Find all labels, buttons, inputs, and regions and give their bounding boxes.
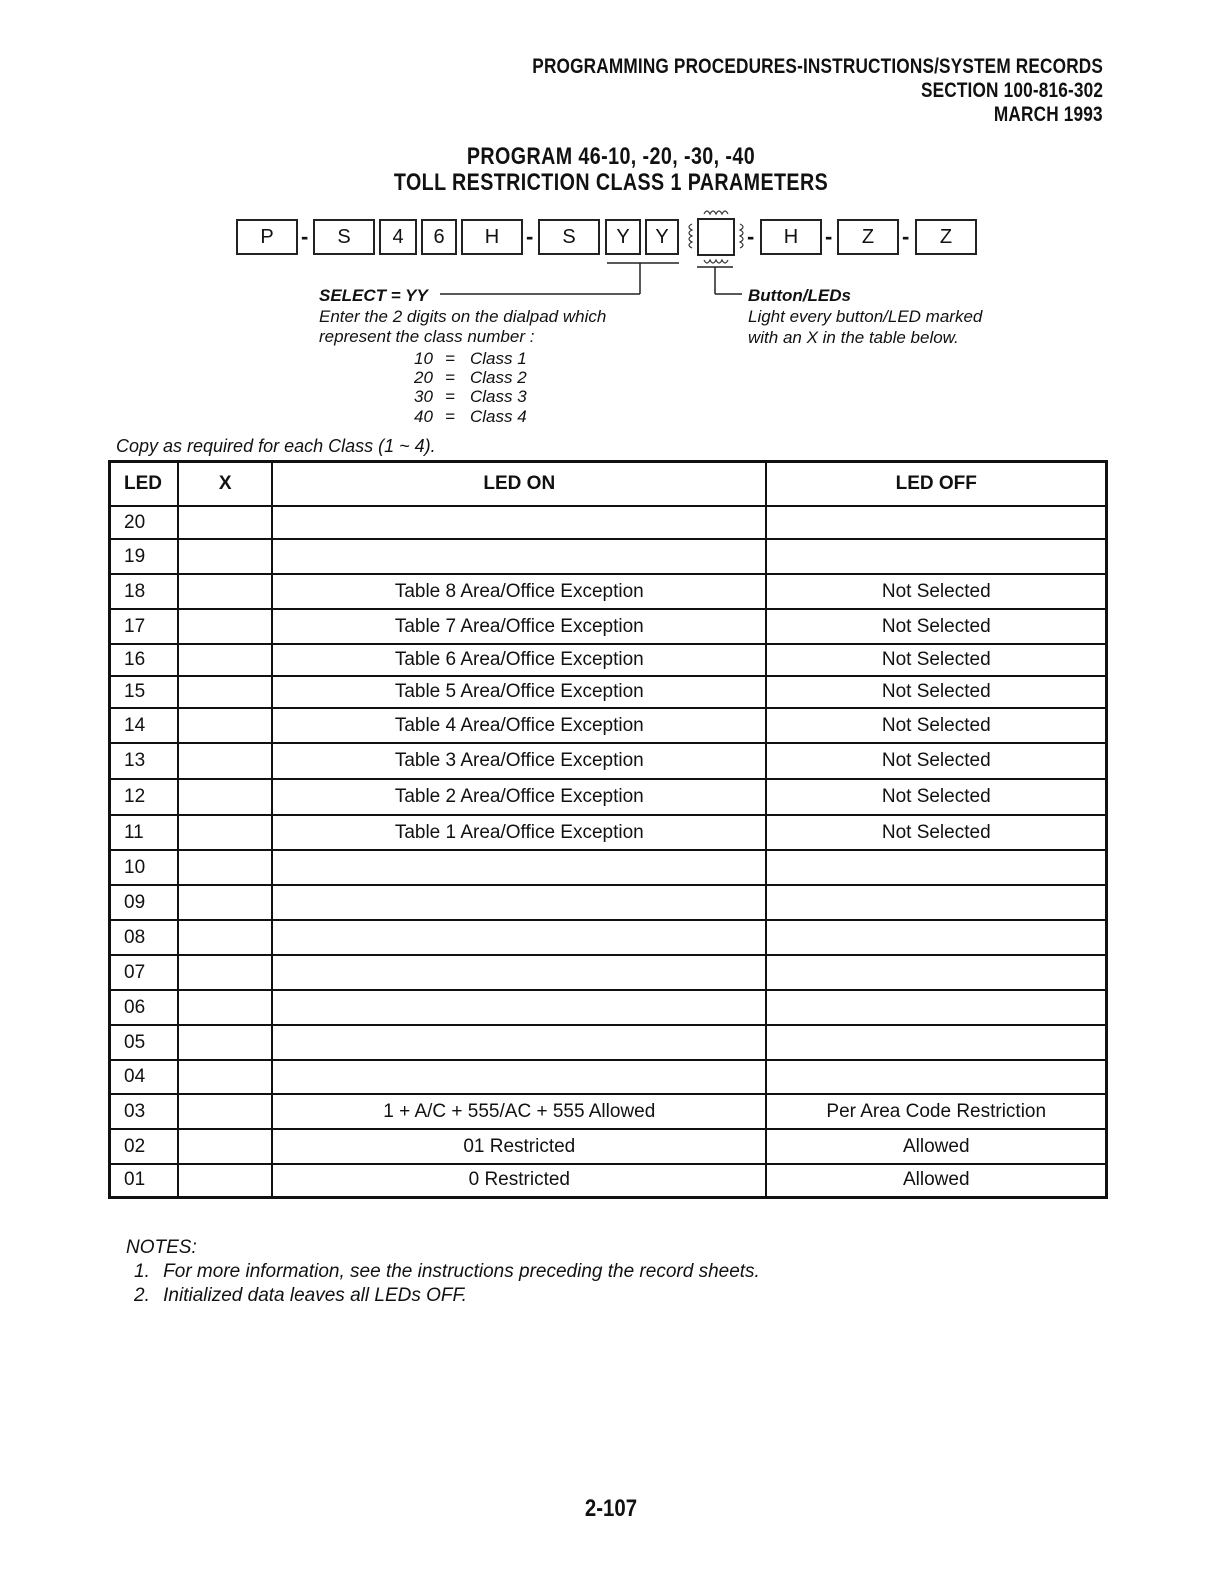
table-row: [110, 644, 1107, 676]
table-row: [110, 1025, 1107, 1060]
led-off-cell: Not Selected: [766, 779, 1106, 815]
button-leds-label: Button/LEDs: [748, 286, 851, 305]
led-off-cell: [766, 990, 1106, 1025]
dash-2: -: [526, 224, 534, 249]
x-cell: [178, 743, 272, 779]
led-off-cell: [766, 506, 1106, 539]
led-cell: 20: [110, 506, 179, 539]
led-on-cell: [272, 1025, 766, 1060]
x-cell: [178, 676, 272, 708]
led-on-cell: 0 Restricted: [272, 1164, 766, 1197]
led-cell: 19: [110, 539, 179, 574]
x-cell: [178, 990, 272, 1025]
key-box-z1: Z: [837, 219, 899, 255]
class-eq: =: [445, 349, 455, 368]
led-off-cell: Not Selected: [766, 609, 1106, 644]
table-row: [110, 885, 1107, 920]
class-code: 30: [414, 387, 433, 406]
led-cell: 05: [110, 1025, 179, 1060]
key-box-h2: H: [760, 219, 822, 255]
dash-3: -: [747, 224, 755, 249]
dash-4: -: [825, 224, 833, 249]
led-on-cell: Table 2 Area/Office Exception: [272, 779, 766, 815]
table-row: [110, 676, 1107, 708]
led-cell: 06: [110, 990, 179, 1025]
led-off-cell: Per Area Code Restriction: [766, 1094, 1106, 1129]
led-off-cell: Not Selected: [766, 676, 1106, 708]
key-box-s2: S: [538, 219, 600, 255]
key-box-6: 6: [421, 219, 457, 255]
callout-lines: [0, 0, 1222, 320]
led-on-cell: Table 1 Area/Office Exception: [272, 815, 766, 850]
class-name: Class 4: [470, 407, 527, 426]
led-cell: 13: [110, 743, 179, 779]
x-cell: [178, 779, 272, 815]
note-number: 1.: [134, 1261, 150, 1282]
led-cell: 10: [110, 850, 179, 885]
note-item: [126, 1284, 760, 1308]
led-off-cell: Not Selected: [766, 644, 1106, 676]
class-name: Class 2: [470, 368, 527, 387]
table-row: [110, 815, 1107, 850]
x-cell: [178, 644, 272, 676]
led-on-cell: Table 8 Area/Office Exception: [272, 574, 766, 609]
table-row: [110, 850, 1107, 885]
led-cell: 11: [110, 815, 179, 850]
class-code: 20: [414, 368, 433, 387]
table-row: [110, 990, 1107, 1025]
led-on-cell: Table 4 Area/Office Exception: [272, 708, 766, 743]
key-box-y1: Y: [605, 219, 641, 255]
class-eq: =: [445, 368, 455, 387]
led-on-cell: 01 Restricted: [272, 1129, 766, 1164]
key-box-y2: Y: [645, 219, 679, 255]
note-text: For more information, see the instructions preceding the record sheets.: [163, 1261, 760, 1282]
table-row: [110, 779, 1107, 815]
led-on-cell: [272, 920, 766, 955]
x-cell: [178, 539, 272, 574]
table-row: [110, 920, 1107, 955]
col-header-led-on: LED ON: [272, 462, 766, 507]
led-off-cell: Allowed: [766, 1129, 1106, 1164]
x-cell: [178, 1060, 272, 1094]
table-row: [110, 506, 1107, 539]
x-cell: [178, 1094, 272, 1129]
key-box-h: H: [461, 219, 523, 255]
key-box-p: P: [236, 219, 298, 255]
led-cell: 14: [110, 708, 179, 743]
led-off-cell: [766, 885, 1106, 920]
class-code: 40: [414, 407, 433, 426]
class-eq: =: [445, 387, 455, 406]
led-off-cell: [766, 920, 1106, 955]
led-off-cell: [766, 955, 1106, 990]
x-cell: [178, 885, 272, 920]
key-box-z2: Z: [915, 219, 977, 255]
led-cell: 18: [110, 574, 179, 609]
select-desc-1: Enter the 2 digits on the dialpad which: [319, 307, 607, 326]
section-header-line2: SECTION 100-816-302: [920, 79, 1103, 102]
copy-note: Copy as required for each Class (1 ~ 4).: [116, 436, 436, 456]
led-on-cell: [272, 955, 766, 990]
table-row: [110, 955, 1107, 990]
note-text: Initialized data leaves all LEDs OFF.: [163, 1285, 467, 1306]
x-cell: [178, 815, 272, 850]
x-cell: [178, 609, 272, 644]
led-on-cell: [272, 850, 766, 885]
led-cell: 16: [110, 644, 179, 676]
x-cell: [178, 1025, 272, 1060]
class-name: Class 3: [470, 387, 527, 406]
program-subtitle: TOLL RESTRICTION CLASS 1 PARAMETERS: [393, 169, 829, 196]
table-row: [110, 609, 1107, 644]
led-off-cell: [766, 1025, 1106, 1060]
x-cell: [178, 574, 272, 609]
note-number: 2.: [134, 1285, 150, 1306]
col-header-led-off: LED OFF: [766, 462, 1106, 507]
led-on-cell: 1 + A/C + 555/AC + 555 Allowed: [272, 1094, 766, 1129]
col-header-x: X: [178, 462, 272, 507]
led-off-cell: [766, 850, 1106, 885]
led-on-cell: [272, 1060, 766, 1094]
note-item: [126, 1260, 760, 1284]
led-cell: 07: [110, 955, 179, 990]
key-box-4: 4: [379, 219, 417, 255]
led-off-cell: [766, 1060, 1106, 1094]
led-cell: 17: [110, 609, 179, 644]
table-row: [110, 743, 1107, 779]
class-name: Class 1: [470, 349, 527, 368]
class-code: 10: [414, 349, 433, 368]
led-off-cell: Allowed: [766, 1164, 1106, 1197]
dash-5: -: [902, 224, 910, 249]
notes-label: NOTES:: [126, 1237, 197, 1258]
button-leds-desc-1: Light every button/LED marked: [748, 307, 983, 326]
led-on-cell: [272, 539, 766, 574]
class-eq: =: [445, 407, 455, 426]
led-on-cell: Table 5 Area/Office Exception: [272, 676, 766, 708]
led-on-cell: Table 6 Area/Office Exception: [272, 644, 766, 676]
table-row: [110, 1094, 1107, 1129]
led-on-cell: Table 7 Area/Office Exception: [272, 609, 766, 644]
led-cell: 01: [110, 1164, 179, 1197]
led-off-cell: Not Selected: [766, 815, 1106, 850]
button-leds-desc-2: with an X in the table below.: [748, 328, 959, 347]
led-off-cell: [766, 539, 1106, 574]
x-cell: [178, 1129, 272, 1164]
led-cell: 09: [110, 885, 179, 920]
led-cell: 03: [110, 1094, 179, 1129]
led-off-cell: Not Selected: [766, 574, 1106, 609]
led-cell: 02: [110, 1129, 179, 1164]
table-row: [110, 1129, 1107, 1164]
led-cell: 15: [110, 676, 179, 708]
led-on-cell: [272, 506, 766, 539]
table-row: [110, 708, 1107, 743]
x-cell: [178, 506, 272, 539]
led-cell: 04: [110, 1060, 179, 1094]
program-title: PROGRAM 46-10, -20, -30, -40: [466, 143, 756, 170]
page-number: 2-107: [584, 1495, 638, 1522]
table-row: [110, 1060, 1107, 1094]
section-header-line3: MARCH 1993: [994, 103, 1103, 126]
led-on-cell: Table 3 Area/Office Exception: [272, 743, 766, 779]
table-header-row: [110, 462, 1107, 507]
table-row: [110, 539, 1107, 574]
x-cell: [178, 850, 272, 885]
x-cell: [178, 1164, 272, 1197]
select-label: SELECT = YY: [319, 286, 428, 305]
led-table: [108, 460, 1108, 1199]
x-cell: [178, 708, 272, 743]
led-cell: 12: [110, 779, 179, 815]
led-cell: 08: [110, 920, 179, 955]
led-on-cell: [272, 885, 766, 920]
table-row: [110, 1164, 1107, 1197]
table-row: [110, 574, 1107, 609]
led-off-cell: Not Selected: [766, 708, 1106, 743]
notes: [126, 1236, 760, 1308]
section-header-line1: PROGRAMMING PROCEDURES-INSTRUCTIONS/SYSTEM RECORDS: [532, 55, 1103, 78]
dash-1: -: [301, 224, 309, 249]
x-cell: [178, 955, 272, 990]
led-on-cell: [272, 990, 766, 1025]
x-cell: [178, 920, 272, 955]
key-box-s: S: [313, 219, 375, 255]
led-off-cell: Not Selected: [766, 743, 1106, 779]
col-header-led: LED: [110, 462, 179, 507]
select-desc-2: represent the class number :: [319, 327, 535, 346]
